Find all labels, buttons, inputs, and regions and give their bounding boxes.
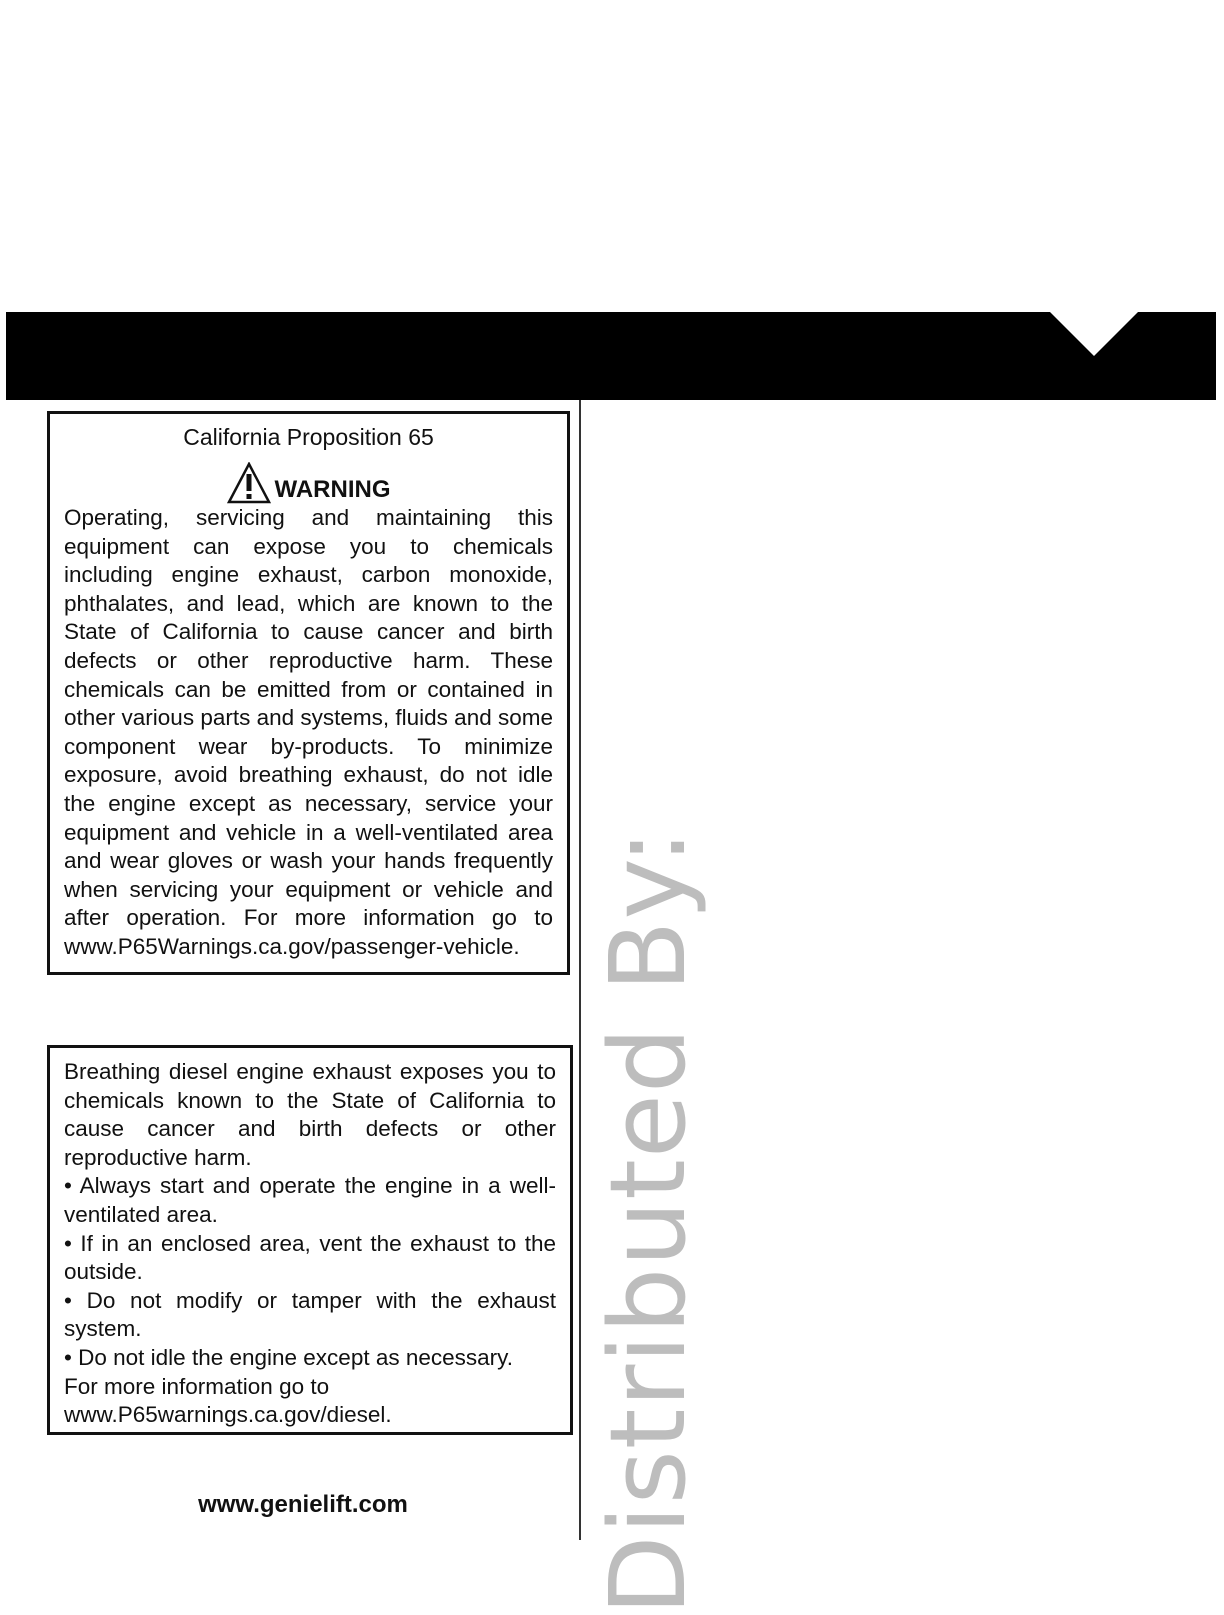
warning-label: WARNING xyxy=(274,476,391,503)
prop65-title: California Proposition 65 xyxy=(183,424,434,450)
diesel-url: www.P65warnings.ca.gov/diesel. xyxy=(64,1402,392,1428)
diesel-more-info: For more information go to xyxy=(64,1373,330,1399)
diesel-warning-box xyxy=(47,1045,573,1435)
banner-notch xyxy=(1050,312,1138,356)
column-divider xyxy=(579,400,581,1540)
diesel-intro: Breathing diesel engine exhaust exposes you to chemicals known to the State of California to cause cancer and birth defects or other reproductive harm. xyxy=(64,1059,556,1170)
header-banner xyxy=(6,312,1216,400)
diesel-bullet: • Do not modify or tamper with the exhaust system. xyxy=(64,1287,556,1342)
warning-header xyxy=(64,458,553,504)
prop65-text: Operating, servicing and maintaining this equipment can expose you to chemicals including engine exhaust, carbon monoxide, phthalates, and lead, which are known to the State of California to cause cancer and birth defects or other reproductive harm. These chemicals can be emitted from or contained in other various parts and systems, fluids and some component wear by-products. To minimize exposure, avoid breathing exhaust, do not idle the engine except as necessary, service your equipment and vehicle in a well-ventilated area and wear gloves or wash your hands frequently when servicing your equipment or vehicle and after operation. For more information go to www.P65Warnings.ca.gov/passenger-vehicle. xyxy=(64,505,553,959)
diesel-bullet: • Always start and operate the engine in a well-ventilated area. xyxy=(64,1173,556,1227)
warning-triangle-icon xyxy=(227,462,271,504)
genie-website-link[interactable]: www.genielift.com xyxy=(198,1491,408,1518)
prop65-warning-box xyxy=(47,411,570,975)
distributed-by-label: Distributed By: xyxy=(587,828,709,1615)
diesel-bullet: • Do not idle the engine except as necessary. xyxy=(64,1344,513,1370)
diesel-bullet: • If in an enclosed area, vent the exhaust to the outside. xyxy=(64,1230,556,1285)
